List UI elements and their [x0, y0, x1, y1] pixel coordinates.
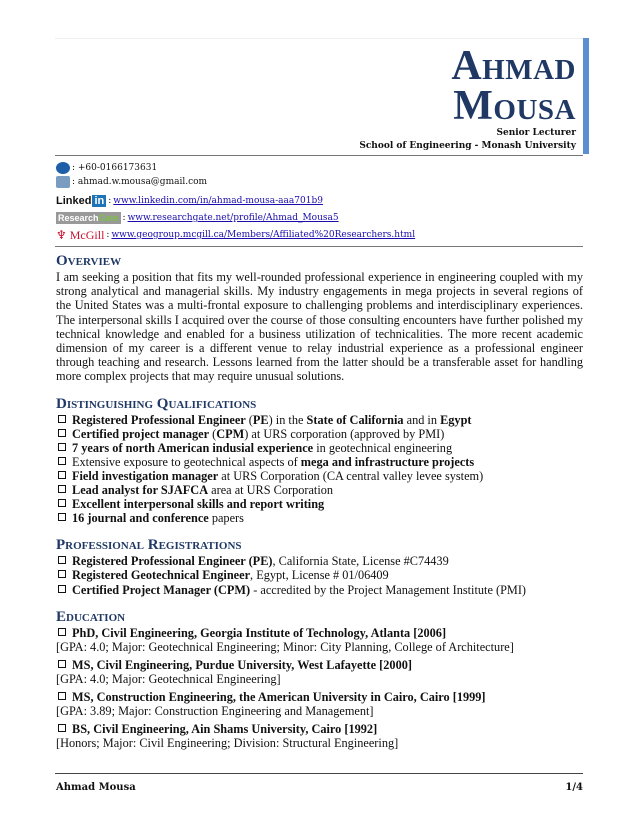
- bullet-square-icon: [58, 513, 66, 521]
- bullet-square-icon: [58, 556, 66, 564]
- overview-heading: Overview: [56, 253, 122, 269]
- list-item: [56, 427, 583, 441]
- bullet-square-icon: [58, 429, 66, 437]
- text: , Egypt, License # 01/06409: [250, 568, 389, 583]
- education-degree: [56, 626, 583, 640]
- list-item: [56, 413, 583, 427]
- list-item: [56, 455, 583, 469]
- bullet-square-icon: [58, 570, 66, 578]
- education-list: [56, 626, 583, 751]
- registrations-heading: Professional Registrations: [56, 537, 242, 554]
- accent-bar: [583, 38, 589, 154]
- bold-text: Field investigation manager: [72, 469, 219, 483]
- researchgate-link[interactable]: www.researchgate.net/profile/Ahmad_Mousa5: [127, 213, 339, 223]
- text: area at URS Corporation: [208, 483, 334, 498]
- phone-icon: [56, 162, 70, 174]
- mcgill-logo: ♆ McGill: [56, 228, 105, 242]
- phone-row: [56, 162, 157, 174]
- list-item: [56, 511, 583, 525]
- bold-text: Certified Project Manager (CPM): [72, 582, 251, 597]
- overview-text: I am seeking a position that fits my well-rounded professional experience in engineering coupled with my strong analytical and managerial skills. My industry engagements in mega projects in several regions of the United States was a multi-frontal exposure to challenging problems and interdisciplinary experiences. The interpersonal skills I acquired over the course of those consulting encounters have further polished my technical knowledge and enabled for a business utilization of technicalities. The more recent academic dimension of my career is a different venue to relay industrial experience as a professional engineer through teaching and research. Lessons learned from the latter should be a transferable asset for handling more complex projects that may require unusual solutions.: [56, 270, 583, 384]
- bold-text: 7 years of north American indusial experience: [72, 440, 314, 455]
- list-item: [56, 554, 583, 568]
- footer-rule: [55, 773, 583, 774]
- bullet-square-icon: [58, 471, 66, 479]
- education-degree: [56, 658, 583, 672]
- text: (: [209, 426, 217, 441]
- list-item: [56, 441, 583, 455]
- bullet-square-icon: [58, 443, 66, 451]
- qualifications-heading: Distinguishing Qualifications: [56, 395, 257, 412]
- footer: [56, 782, 583, 794]
- text: Extensive exposure to geotechnical aspects of: [72, 454, 301, 469]
- email-icon: [56, 176, 70, 188]
- text: in geotechnical engineering: [313, 440, 453, 455]
- page-number: 1/4: [565, 782, 583, 793]
- degree-text: MS, Civil Engineering, Purdue University, West Lafayette [2000]: [72, 657, 412, 672]
- text: (: [245, 412, 253, 427]
- bold-text: mega and infrastructure projects: [300, 454, 475, 469]
- mcgill-link[interactable]: www.geogroup.mcgill.ca/Members/Affiliated%20Researchers.html: [111, 230, 416, 240]
- mcgill-row: ♆ McGill : www.geogroup.mcgill.ca/Members/Affiliated%20Researchers.html: [56, 228, 416, 242]
- bold-text: 16 journal and conference: [72, 511, 209, 526]
- degree-text: MS, Construction Engineering, the American University in Cairo, Cairo [1999]: [72, 690, 486, 705]
- degree-text: BS, Civil Engineering, Ain Shams University, Cairo [1992]: [72, 722, 378, 737]
- divider: [55, 246, 583, 247]
- bold-text: Registered Professional Engineer: [72, 412, 246, 427]
- linkedin-link[interactable]: www.linkedin.com/in/ahmad-mousa-aaa701b9: [113, 196, 323, 206]
- bullet-square-icon: [58, 692, 66, 700]
- bold-text: PE: [252, 412, 269, 427]
- list-item: [56, 483, 583, 497]
- bullet-square-icon: [58, 499, 66, 507]
- email-row: [56, 176, 207, 188]
- researchgate-row: ResearchGate : www.researchgate.net/profile/Ahmad_Mousa5: [58, 213, 339, 223]
- education-detail: [GPA: 4.0; Major: Geotechnical Engineering]: [56, 671, 281, 686]
- text: ) at URS corporation (approved by PMI): [244, 426, 445, 441]
- list-item: [56, 583, 583, 597]
- first-name: Ahmad: [451, 43, 576, 89]
- education-detail: [GPA: 4.0; Major: Geotechnical Engineering; Minor: City Planning, College of Architecture]: [56, 639, 514, 654]
- bold-text: Registered Geotechnical Engineer: [72, 568, 251, 583]
- list-item: [56, 568, 583, 582]
- text: and in: [403, 412, 441, 427]
- job-title: Senior Lecturer: [496, 128, 576, 138]
- qualifications-list: [56, 413, 583, 526]
- bold-text: Registered Professional Engineer (PE): [72, 554, 273, 569]
- email: : ahmad.w.mousa@gmail.com: [72, 177, 208, 187]
- linkedin-logo: Linked in: [56, 195, 105, 207]
- top-rule: [55, 38, 583, 39]
- bullet-square-icon: [58, 485, 66, 493]
- last-name: Mousa: [453, 83, 576, 129]
- text: at URS Corporation (CA central valley levee system): [218, 469, 484, 483]
- education-detail: [GPA: 3.89; Major: Construction Engineering and Management]: [56, 704, 374, 719]
- bold-text: Excellent interpersonal skills and report writing: [72, 497, 325, 512]
- affiliation: School of Engineering - Monash University: [359, 141, 576, 151]
- divider: [55, 155, 583, 156]
- bold-text: Egypt: [440, 412, 472, 427]
- bold-text: Certified project manager: [72, 426, 210, 441]
- bullet-square-icon: [58, 660, 66, 668]
- text: , California State, License #C74439: [272, 554, 449, 569]
- bullet-square-icon: [58, 628, 66, 636]
- text: - accredited by the Project Management Institute (PMI): [250, 582, 527, 597]
- bold-text: Lead analyst for SJAFCA: [72, 483, 209, 498]
- education-degree: [56, 690, 583, 704]
- footer-name: Ahmad Mousa: [56, 782, 136, 793]
- bullet-square-icon: [58, 724, 66, 732]
- list-item: [56, 497, 583, 511]
- education-degree: [56, 722, 583, 736]
- education-detail: [Honors; Major: Civil Engineering; Division: Structural Engineering]: [56, 736, 399, 751]
- bold-text: CPM: [216, 426, 245, 441]
- researchgate-logo: ResearchGate: [58, 213, 119, 223]
- registrations-list: [56, 554, 583, 596]
- list-item: [56, 469, 583, 483]
- bullet-square-icon: [58, 585, 66, 593]
- bullet-square-icon: [58, 415, 66, 423]
- linkedin-row: Linked in : www.linkedin.com/in/ahmad-mousa-aaa701b9: [56, 195, 323, 207]
- text: papers: [208, 511, 244, 526]
- degree-text: PhD, Civil Engineering, Georgia Institute of Technology, Atlanta [2006]: [72, 625, 447, 640]
- bullet-square-icon: [58, 457, 66, 465]
- bold-text: State of California: [306, 412, 404, 427]
- education-heading: Education: [56, 608, 126, 625]
- resume-body: [56, 253, 583, 754]
- text: ) in the: [268, 412, 307, 427]
- phone: : +60-0166173631: [72, 163, 158, 173]
